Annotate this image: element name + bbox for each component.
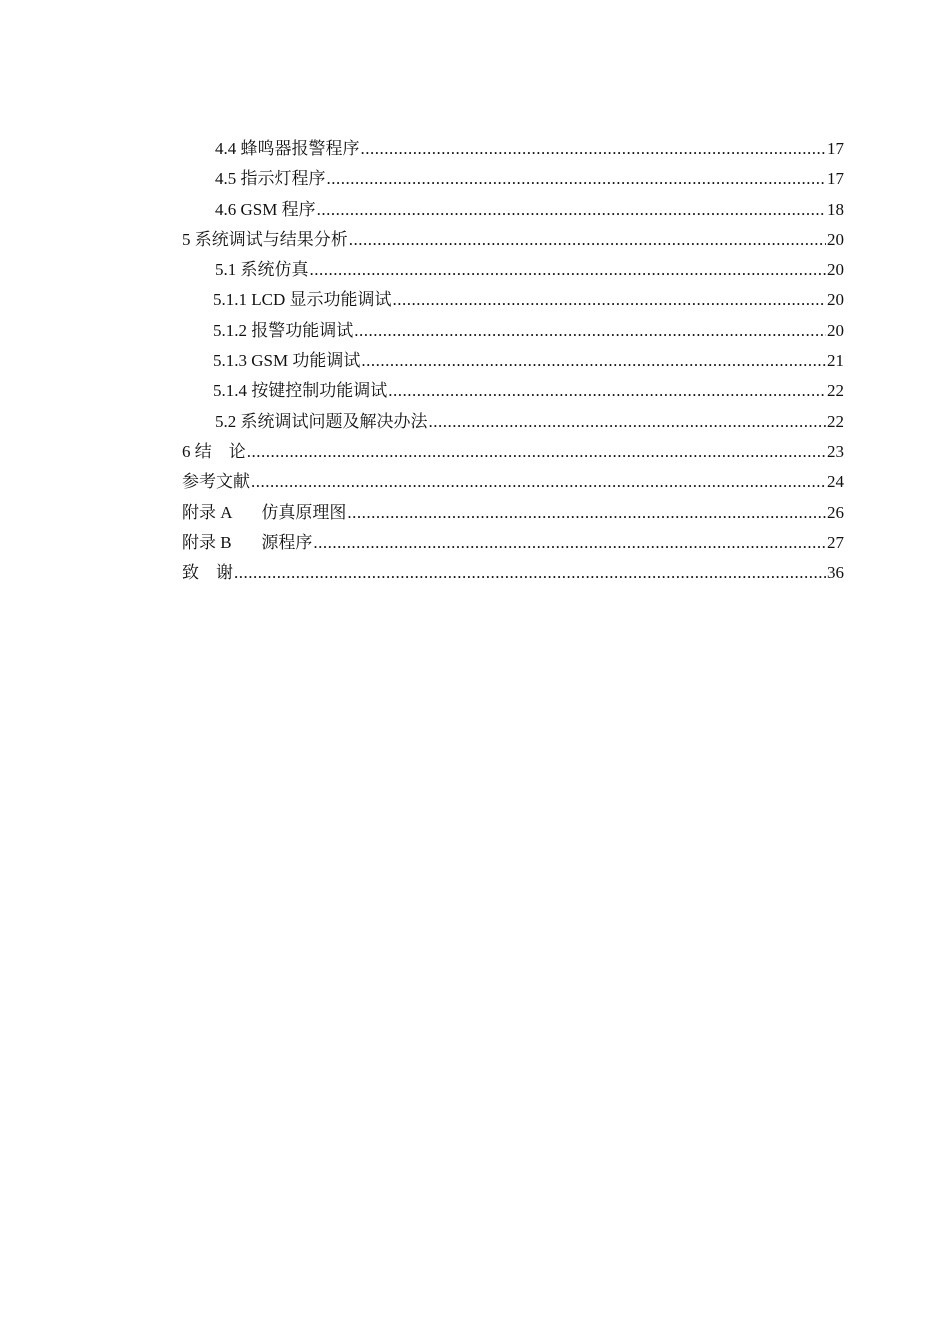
toc-entry-appendix-b[interactable] [182,528,844,558]
toc-entry-label: 6 结 论 [182,441,246,461]
toc-page-number: 24 [827,472,844,492]
toc-entry-label: 5.2 系统调试问题及解决办法 [215,411,428,431]
toc-entry-appendix-a[interactable] [182,498,844,528]
toc-page-number: 20 [827,260,844,280]
toc-dot-leader [361,346,826,376]
toc-entry-label: 5.1 系统仿真 [215,260,309,280]
toc-page-number: 22 [827,411,844,431]
toc-entry-label: 5.1.3 GSM 功能调试 [213,351,361,371]
toc-entry-label: 5.1.4 按键控制功能调试 [213,381,388,401]
toc-entry-5-1-2[interactable] [182,316,844,346]
table-of-contents [182,134,844,588]
toc-dot-leader [317,195,826,225]
toc-page-number: 22 [827,381,844,401]
toc-entry-5-1-4[interactable] [182,376,844,406]
toc-entry-label: 4.6 GSM 程序 [215,199,316,219]
toc-page-number: 18 [827,199,844,219]
toc-page-number: 26 [827,502,844,522]
toc-dot-leader [234,558,826,588]
toc-dot-leader [251,467,826,497]
toc-dot-leader [393,285,827,315]
toc-dot-leader [313,528,826,558]
toc-dot-leader [354,316,826,346]
toc-page-number: 23 [827,441,844,461]
toc-entry-label: 附录 A 仿真原理图 [182,502,347,522]
toc-entry-label: 5.1.2 报警功能调试 [213,320,354,340]
toc-dot-leader [347,498,826,528]
toc-entry-5[interactable] [182,225,844,255]
toc-entry-label: 致 谢 [182,563,233,583]
toc-dot-leader [388,376,826,406]
toc-entry-label: 4.5 指示灯程序 [215,169,326,189]
toc-entry-5-1-3[interactable] [182,346,844,376]
toc-entry-4-5[interactable] [182,164,844,194]
toc-entry-acknowledgements[interactable] [182,558,844,588]
toc-dot-leader [429,407,827,437]
toc-dot-leader [247,437,826,467]
toc-page-number: 27 [827,532,844,552]
toc-entry-5-2[interactable] [182,407,844,437]
toc-dot-leader [310,255,827,285]
toc-page-number: 36 [827,563,844,583]
toc-entry-5-1[interactable] [182,255,844,285]
toc-dot-leader [361,134,827,164]
toc-page-number: 17 [827,169,844,189]
toc-page-number: 20 [827,229,844,249]
toc-entry-label: 参考文献 [182,472,250,492]
toc-entry-4-4[interactable] [182,134,844,164]
toc-page-number: 20 [827,320,844,340]
toc-entry-references[interactable] [182,467,844,497]
toc-entry-label: 4.4 蜂鸣器报警程序 [215,139,360,158]
toc-entry-6[interactable] [182,437,844,467]
toc-entry-label: 5 系统调试与结果分析 [182,229,348,249]
toc-entry-label: 附录 B 源程序 [182,532,313,552]
toc-dot-leader [349,225,826,255]
toc-dot-leader [327,164,827,194]
toc-entry-4-6[interactable] [182,195,844,225]
toc-page-number: 20 [827,290,844,310]
toc-page-number: 21 [827,351,844,371]
toc-entry-5-1-1[interactable] [182,285,844,315]
toc-page-number: 17 [827,139,844,158]
toc-entry-label: 5.1.1 LCD 显示功能调试 [213,290,392,310]
